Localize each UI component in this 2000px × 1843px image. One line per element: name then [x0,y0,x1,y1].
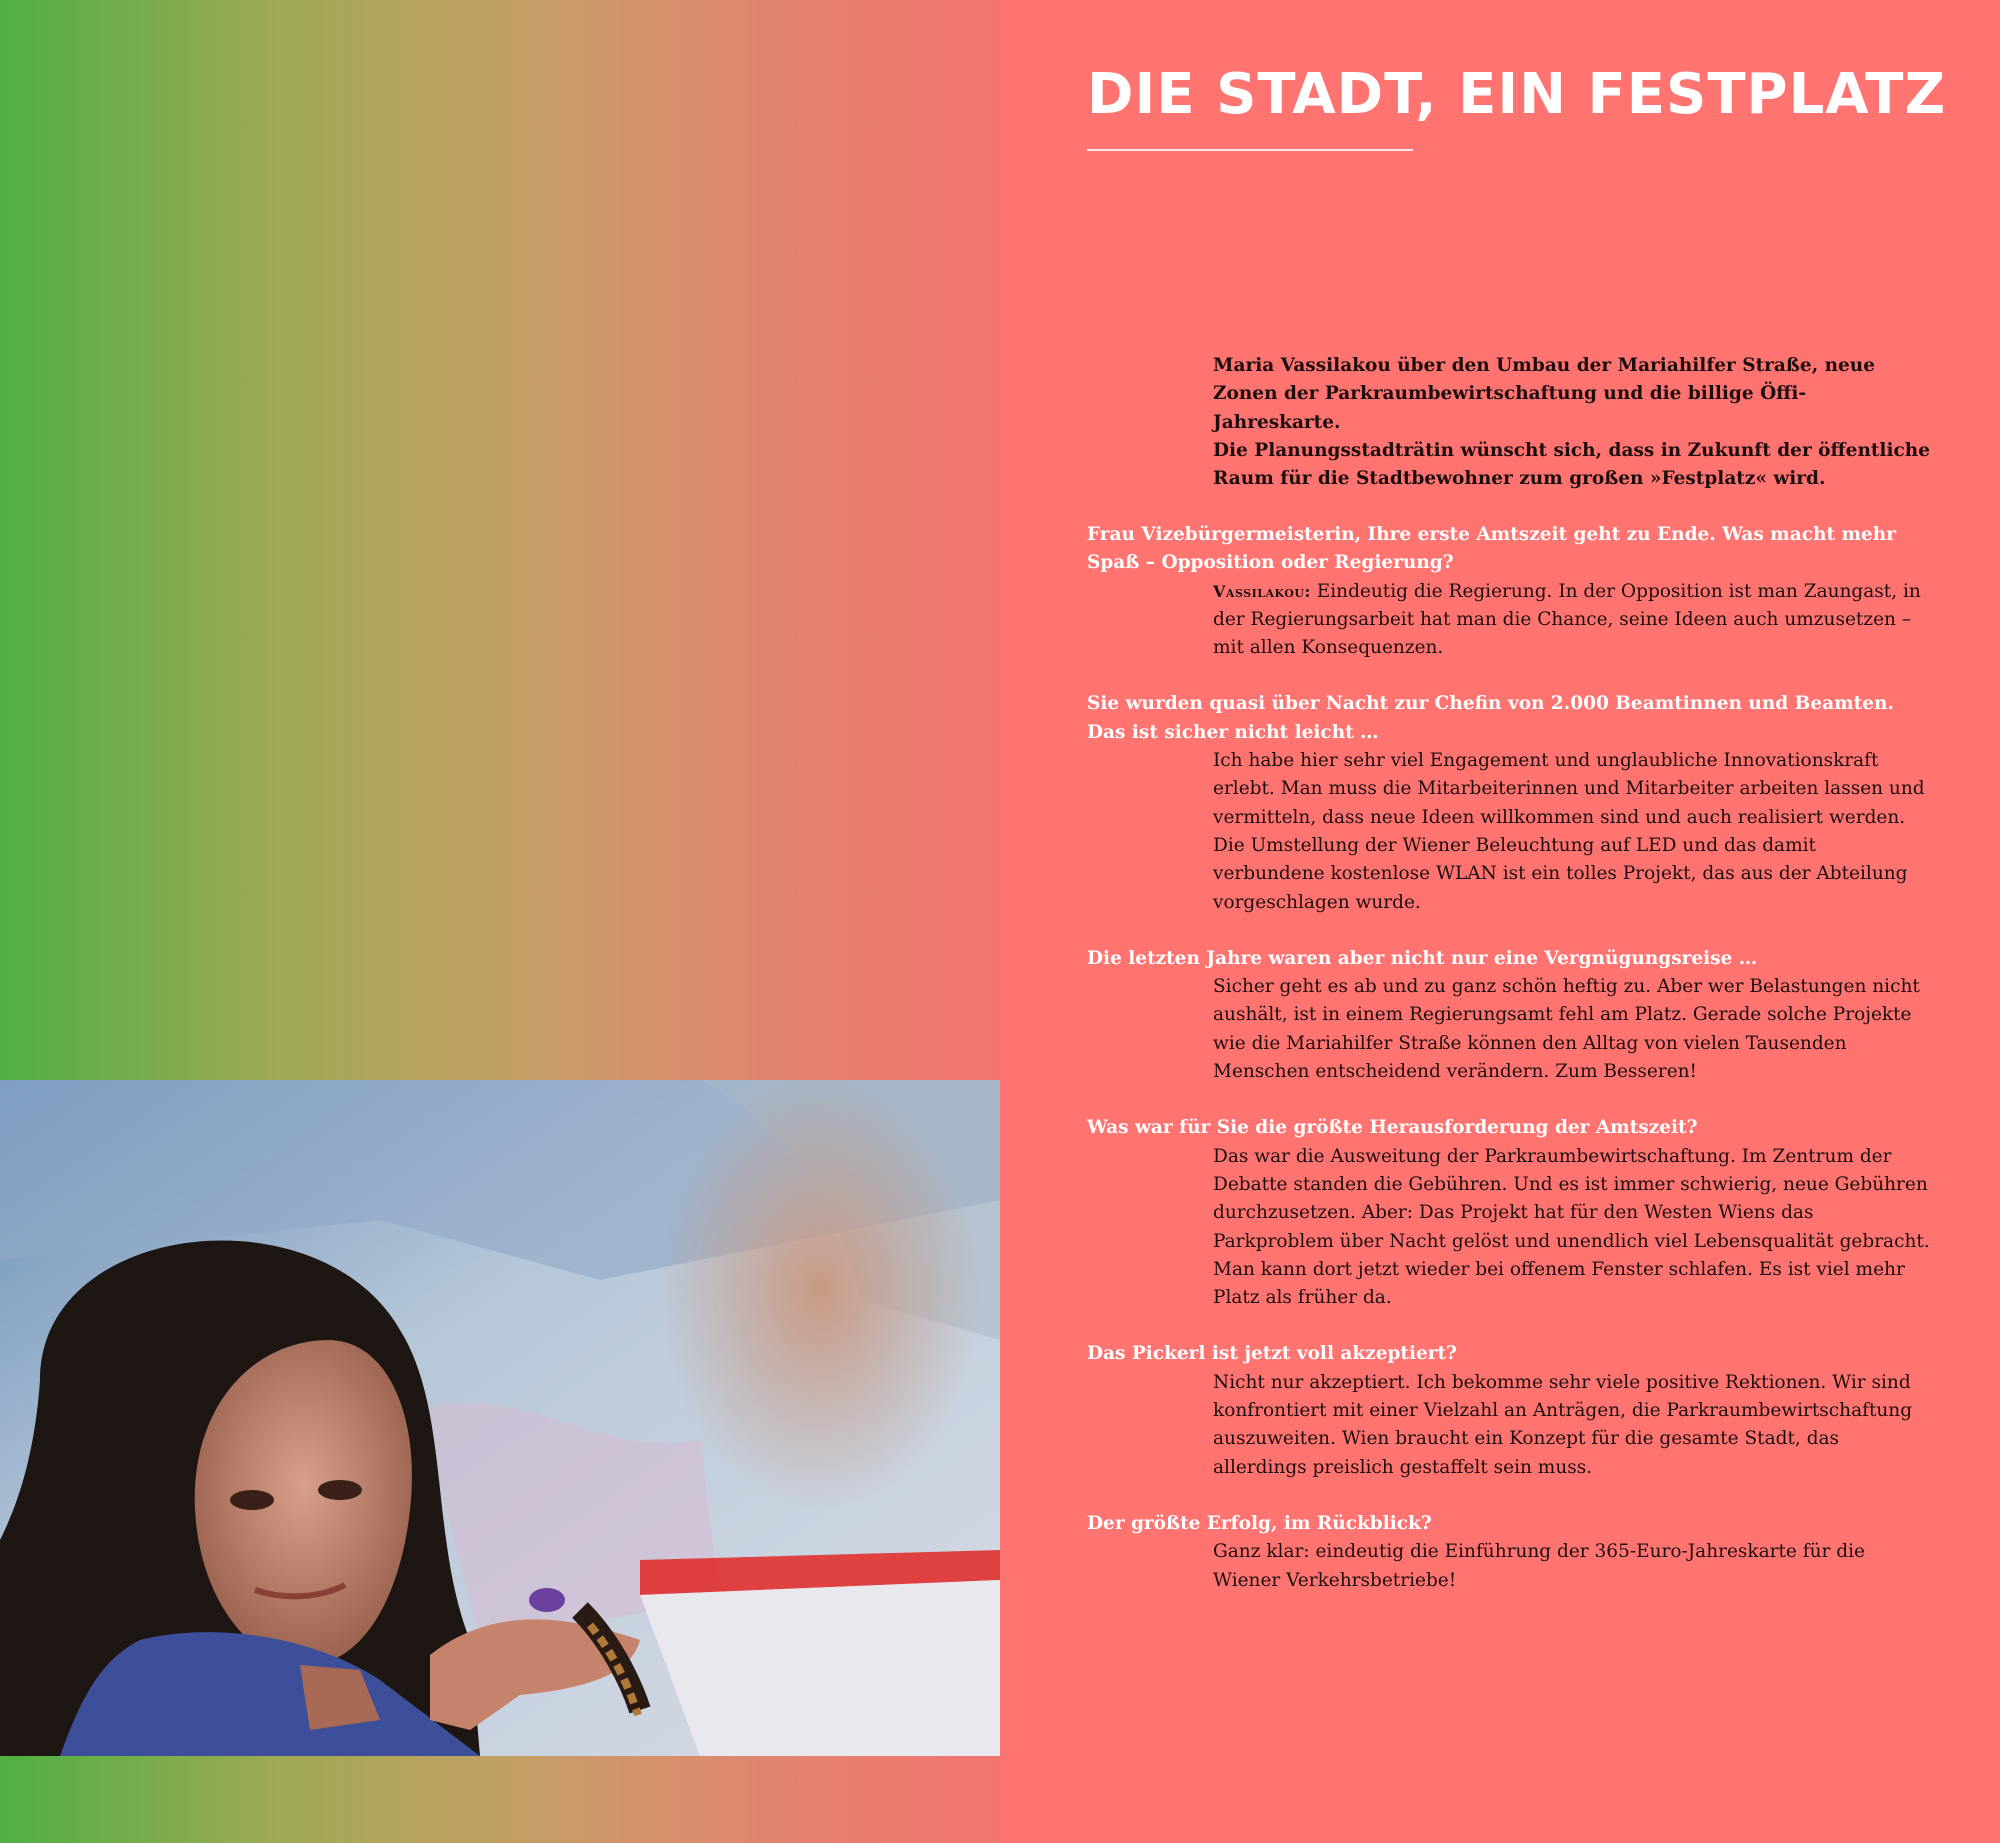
speaker-label: Vassilakou: [1213,581,1311,601]
qa-item [1087,521,1937,662]
intro-paragraph: Maria Vassilakou über den Umbau der Mariahilfer Straße, neue Zonen der Parkraumbewirtschaftung und die billige Öffi-Jahreskarte. [1213,355,1876,433]
interview-answer: Sicher geht es ab und zu ganz schön heftig zu. Aber wer Belastungen nicht aushält, ist in einem Regierungsamt fehl am Platz. Gerade solche Projekte wie die Mariahilfer Straße können den Alltag von vielen Tausenden Menschen entscheidend verändern. Zum Besseren! [1213,976,1920,1083]
article-intro [1213,352,1933,493]
qa-item [1087,1510,1937,1595]
interview-question: Frau Vizebürgermeisterin, Ihre erste Amtszeit geht zu Ende. Was macht mehr Spaß – Opposition oder Regierung? [1087,524,1896,574]
qa-item [1087,1114,1937,1312]
interview-question: Der größte Erfolg, im Rückblick? [1087,1512,1432,1534]
qa-item [1087,945,1937,1086]
intro-paragraph: Die Planungsstadträtin wünscht sich, dass in Zukunft der öffentliche Raum für die Stadtbewohner zum großen »Festplatz« wird. [1213,439,1930,490]
article-title: DIE STADT, EIN FESTPLATZ [1087,62,1947,127]
interview-question: Was war für Sie die größte Herausforderung der Amtszeit? [1087,1117,1698,1139]
interview-answer [1213,578,1933,663]
portrait-photo [0,1080,1000,1756]
answer-text: Eindeutig die Regierung. In der Opposition ist man Zaungast, in der Regierungsarbeit hat man die Chance, seine Ideen auch umzusetzen – mit allen Konsequenzen. [1213,580,1921,659]
interview-question: Sie wurden quasi über Nacht zur Chefin von 2.000 Beamtinnen und Beamten. Das ist sicher nicht leicht … [1087,693,1894,743]
interview-answer: Ich habe hier sehr viel Engagement und unglaubliche Innovationskraft erlebt. Man muss die Mitarbeiterinnen und Mitarbeiter arbeiten lassen und vermitteln, dass neue Ideen willkommen sind und auch realisiert werden. Die Umstellung der Wiener Beleuchtung auf LED und das damit verbundene kostenlose WLAN ist ein tolles Projekt, das aus der Abteilung vorgeschlagen wurde. [1213,750,1925,913]
qa-item [1087,690,1937,916]
interview-section [1087,521,1937,1623]
interview-answer: Das war die Ausweitung der Parkraumbewirtschaftung. Im Zentrum der Debatte standen die Gebühren. Und es ist immer schwierig, neue Gebühren durchzusetzen. Aber: Das Projekt hat für den Westen Wiens das Parkproblem über Nacht gelöst und unendlich viel Lebensqualität gebracht. Man kann dort jetzt wieder bei offenem Fenster schlafen. Es ist viel mehr Platz als früher da. [1213,1145,1930,1309]
interview-answer: Ganz klar: eindeutig die Einführung der 365-Euro-Jahreskarte für die Wiener Verkehrsbetriebe! [1213,1541,1865,1591]
interview-answer: Nicht nur akzeptiert. Ich bekomme sehr viele positive Rektionen. Wir sind konfrontiert mit einer Vielzahl an Anträgen, die Parkraumbewirtschaftung auszuweiten. Wien braucht ein Konzept für die gesamte Stadt, das allerdings preislich gestaffelt sein muss. [1213,1371,1913,1478]
article-panel [1000,0,2000,1843]
title-divider [1087,149,1413,151]
interview-question: Das Pickerl ist jetzt voll akzeptiert? [1087,1343,1457,1365]
interview-question: Die letzten Jahre waren aber nicht nur eine Vergnügungsreise … [1087,947,1758,969]
qa-item [1087,1340,1937,1481]
